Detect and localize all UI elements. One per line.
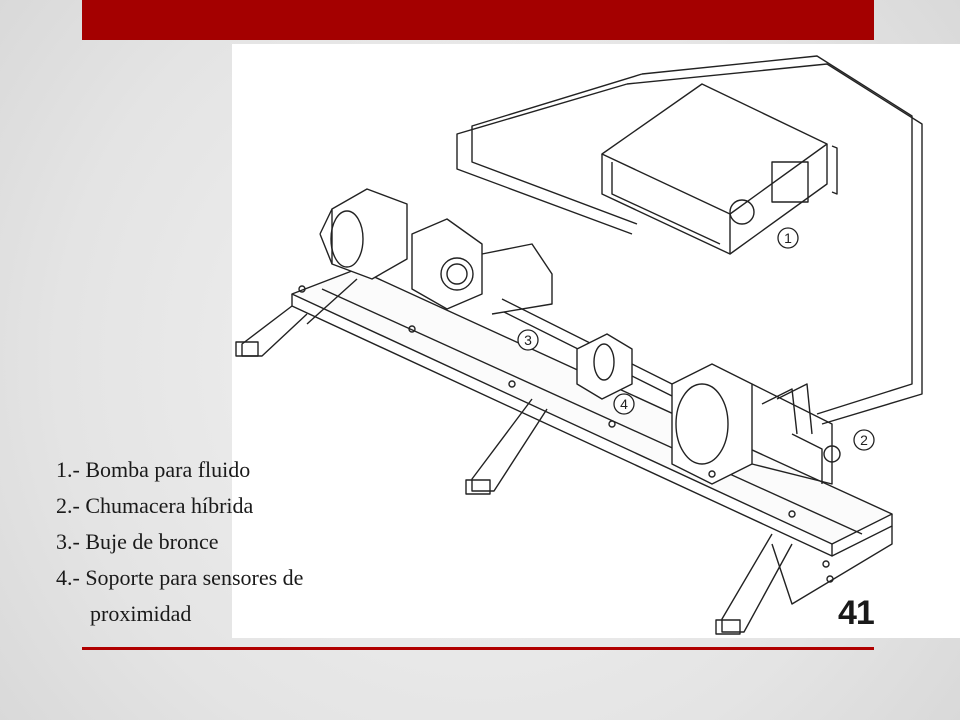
legend-item-chumacera: 2.- Chumacera híbrida	[56, 493, 254, 518]
callout-2-label: 2	[860, 432, 868, 448]
legend-list	[56, 452, 416, 632]
callout-1-label: 1	[784, 230, 792, 246]
legend-item-soporte: 4.- Soporte para sensores de	[56, 565, 304, 590]
callout-2	[854, 430, 874, 450]
footer-rule	[82, 647, 874, 650]
page-number: 41	[838, 594, 874, 632]
callout-1	[778, 228, 798, 248]
legend-item-buje: 3.- Buje de bronce	[56, 529, 219, 554]
callout-4	[614, 394, 634, 414]
callout-3	[518, 330, 538, 350]
legend-item-soporte-continuation: proximidad	[90, 601, 192, 626]
callout-4-label: 4	[620, 396, 628, 412]
header-bar	[82, 0, 874, 40]
legend-item-bomba: 1.- Bomba para fluido	[56, 457, 251, 482]
callout-3-label: 3	[524, 332, 532, 348]
